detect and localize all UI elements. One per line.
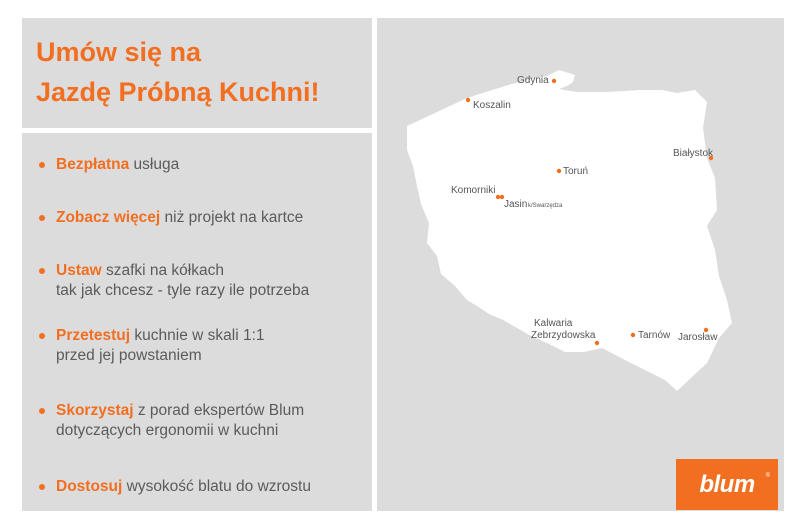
city-label: Jasin <box>504 199 528 210</box>
benefit-highlight: Przetestuj <box>56 327 131 344</box>
title-panel <box>22 18 372 128</box>
city-label: Komorniki <box>451 185 496 196</box>
benefit-item <box>36 261 386 301</box>
registered-mark: ® <box>765 473 770 479</box>
city-label: Białystok <box>673 148 714 159</box>
benefit-text-line-2: przed jej powstaniem <box>56 347 202 364</box>
benefit-highlight: Dostosuj <box>56 478 123 495</box>
benefit-item <box>36 477 386 497</box>
benefits-panel <box>22 133 372 511</box>
benefit-item <box>36 208 386 228</box>
benefit-text: szafki na kółkach <box>101 262 224 279</box>
city-label: Kalwaria <box>534 318 573 329</box>
benefit-item <box>36 155 386 175</box>
city-label: Toruń <box>563 166 589 177</box>
city-label: Jarosław <box>678 332 718 343</box>
city-marker <box>673 148 714 160</box>
map-panel <box>377 18 784 511</box>
city-marker <box>466 98 511 111</box>
city-label: Gdynia <box>517 75 549 86</box>
benefit-text: usługa <box>129 156 180 173</box>
benefit-highlight: Zobacz więcej <box>56 209 161 226</box>
bullet-dot <box>39 215 45 221</box>
benefit-highlight: Bezpłatna <box>56 156 130 173</box>
benefit-item <box>36 326 386 366</box>
city-sublabel: k/Swarzędza <box>528 203 563 209</box>
headline <box>36 32 320 112</box>
city-label: Koszalin <box>473 100 511 111</box>
city-label-line-2: Zebrzydowska <box>531 330 596 341</box>
benefit-text-line-2: dotyczących ergonomii w kuchni <box>56 422 279 439</box>
benefit-item <box>36 401 386 441</box>
benefit-text: wysokość blatu do wzrostu <box>122 478 311 495</box>
poland-map <box>377 18 784 511</box>
benefit-text-line-2: tak jak chcesz - tyle razy ile potrzeba <box>56 282 310 299</box>
headline-line-2: Jazdę Próbną Kuchni! <box>36 77 320 107</box>
bullet-dot <box>39 333 45 339</box>
logo-wordmark: blum <box>699 470 755 498</box>
bullet-dot <box>39 268 45 274</box>
benefit-text: kuchnie w skali 1:1 <box>130 327 265 344</box>
headline-line-1: Umów się na <box>36 37 202 67</box>
benefit-highlight: Ustaw <box>56 262 102 279</box>
city-label: Tarnów <box>638 330 671 341</box>
benefit-text: niż projekt na kartce <box>160 209 304 226</box>
benefit-highlight: Skorzystaj <box>56 402 134 419</box>
bullet-dot <box>39 484 45 490</box>
benefit-text: z porad ekspertów Blum <box>133 402 305 419</box>
bullet-dot <box>39 408 45 414</box>
blum-logo <box>676 459 778 510</box>
bullet-dot <box>39 162 45 168</box>
